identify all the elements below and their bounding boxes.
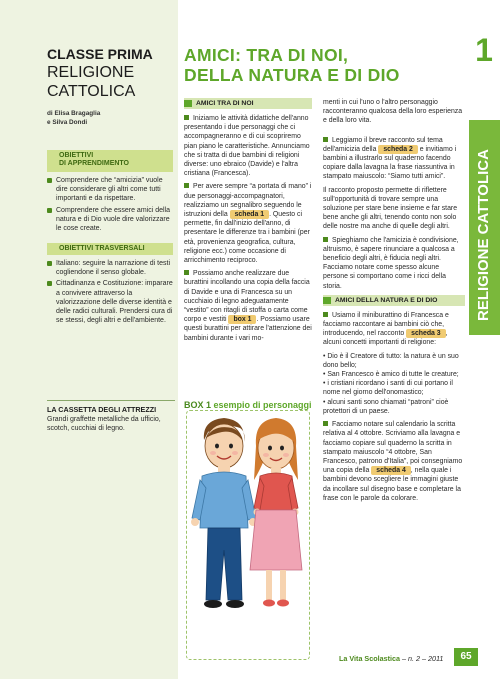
magazine-name: La Vita Scolastica [339,654,400,663]
paragraph-text: Usiamo il miniburattino di Francesca e facciamo raccontare ai bambini ciò che, introducendo, nel racconto [323,311,449,338]
list-item: • Dio è il Creatore di tutto: la natura è un suo dono bello; [323,352,459,369]
class-title [47,46,172,101]
paragraph [184,114,312,178]
paragraph-text: Iniziamo le attività didattiche dell'anno presentando i due personaggi che ci accompagneranno e di cui scopriremo pian piano le caratteristiche. Annunciamo che si tratta di due bambini di religioni diverse: uno ebraico (Davide) e l'altra cristiana (Francesca). [184,115,310,178]
box1-title [184,400,312,410]
paragraph [184,182,312,265]
paragraph-text: , nella quale i bambini devono scegliere le immagini giuste da incollare sul disegno base e completare la frase con le parole da colorare. [323,467,461,502]
bullet-square-icon [323,237,328,242]
paragraph-text: Per avere sempre “a portata di mano” i due personaggi-accompagnatori, realizziamo un segnalibro seguendo le istruzioni della [184,183,312,219]
author-2: e Silva Dondi [47,118,88,126]
paragraph-text: Spieghiamo che l'amicizia è condivisione, altruismo, è sapere rinunciare a qualcosa a beneficio degli altri, è fiducia negli altri. Facciamo notare come spesso alcune persone si comportano come i ricci della storia. [323,236,459,290]
paragraph [323,136,465,182]
objectives-heading-line2: DI APPRENDIMENTO [59,160,130,167]
toolbox-title: LA CASSETTA DEGLI ATTREZZI [47,405,157,414]
box1-caption: esempio di personaggi [213,400,312,410]
objectives-list [47,176,173,235]
transversal-heading: OBIETTIVI TRASVERSALI [47,243,173,255]
paragraph-text: Leggiamo il breve racconto sul tema dell'amicizia della [323,136,443,153]
class-line3: CATTOLICA [47,83,136,100]
paragraph [323,311,465,348]
column-2 [323,98,465,507]
box1-illustration [184,400,312,670]
paragraph-text: Facciamo notare sul calendario la scritta relativa al 4 ottobre. Scriviamo alla lavagna e facciamo copiare sul quaderno la scritta in stampato maiuscolo “4 ottobre, San Francesco, patrono d'Italia”, poi consegniamo una copia della [323,421,463,475]
column-1 [184,98,312,347]
author-1: di Elisa Bragaglia [47,110,101,117]
bullet-square-icon [184,183,189,188]
paragraph [184,269,312,343]
paragraph-text: . Questo ci permette, fin dall'inizio dell'anno, di presentare le differenze tra i bambini (per età, provenienza geografica, cultura, religione ecc.) come occasione di arricchimento reciproco. [184,211,310,265]
transversal-item: Cittadinanza e Costituzione: imparare a convivere attraverso la valorizzazione delle diverse identità e delle radici culturali. Prendersi cura di se stessi, degli altri e dell'ambiente. [47,279,173,325]
scheda-tag: scheda 2 [378,145,418,154]
paragraph: menti in cui l'uno o l'altro personaggio racconteranno qualcosa della loro esperienza e della loro vita. [323,99,463,125]
objective-item: Comprendere che “amicizia” vuole dire considerare gli altri come tutti importanti e da rispettare. [47,176,173,204]
paragraph-text: Possiamo anche realizzare due burattini incollando una copia della faccia di Davide e una di Francesca su un cucchiaio di legno adeguatamente “vestito” con ritagli di stoffa o carta come corpo e vestiti [184,270,310,324]
toolbox-text: Grandi graffette metalliche da ufficio, scotch, cucchiai di legno. [47,416,161,433]
objective-item: Comprendere che essere amici della natura e di Dio vuole dire valorizzare le cose create. [47,206,173,234]
list-item: • i cristiani ricordano i santi di cui portano il nome nel giorno dell'onomastico; [323,380,453,397]
paragraph-text: e invitiamo i bambini a illustrarlo sul quaderno facendo copiare dalla lavagna la frase riassuntiva in stampato maiuscolo: “Siamo tutti amici”. [323,145,457,181]
list-item: • San Francesco è amico di tutte le creature; [323,371,459,379]
transversal-list [47,259,173,327]
bullet-square-icon [323,312,328,317]
objectives-heading-line1: OBIETTIVI [59,152,94,159]
authors [47,110,100,127]
sidebar [0,0,178,679]
box-tag: box 1 [228,315,256,324]
divider [47,400,175,401]
paragraph: Il racconto proposto permette di riflettere sull'opportunità di trovare sempre una soluzione per stare bene insieme e far stare bene anche gli altri, tenendo conto non solo delle nostre ma anche di quelle degli altri. [323,186,458,231]
unit-number-badge: 1 [475,32,493,68]
scheda-tag: scheda 3 [406,329,446,338]
title-line2: DELLA NATURA E DI DIO [184,65,400,85]
class-line1: CLASSE PRIMA [47,46,153,62]
page-title [184,45,464,85]
page-number: 65 [454,648,478,666]
bullet-square-icon [184,270,189,275]
characters-illustration [184,410,312,660]
bullet-square-icon [184,115,189,120]
bullet-square-icon [323,421,328,426]
title-line1: AMICI: TRA DI NOI, [184,45,349,65]
paragraph-text: . Possiamo usare questi burattini per attirare l'attenzione dei bambini durante i vari mo- [184,316,312,342]
class-line2: RELIGIONE [47,64,135,81]
boy-character [191,418,257,608]
footer [339,654,443,663]
paragraph [323,236,465,291]
bullet-square-icon [323,137,328,142]
box1-label: BOX 1 [184,400,212,410]
paragraph [323,420,465,503]
scheda-tag: scheda 4 [371,466,411,475]
girl-character [250,418,302,607]
transversal-item: Italiano: seguire la narrazione di testi cogliendone il senso globale. [47,259,173,277]
scheda-tag: scheda 1 [230,210,270,219]
section-heading: AMICI DELLA NATURA E DI DIO [323,295,465,306]
paragraph-text: , alcuni concetti importanti di religione: [323,330,448,347]
list-item: • alcuni santi sono chiamati “patroni” cioè protettori di un paese. [323,398,449,415]
objectives-heading [47,150,173,172]
issue-info: – n. 2 – 2011 [402,654,444,663]
side-tab-label: RELIGIONE CATTOLICA [475,149,492,321]
section-heading: AMICI TRA DI NOI [184,98,312,109]
